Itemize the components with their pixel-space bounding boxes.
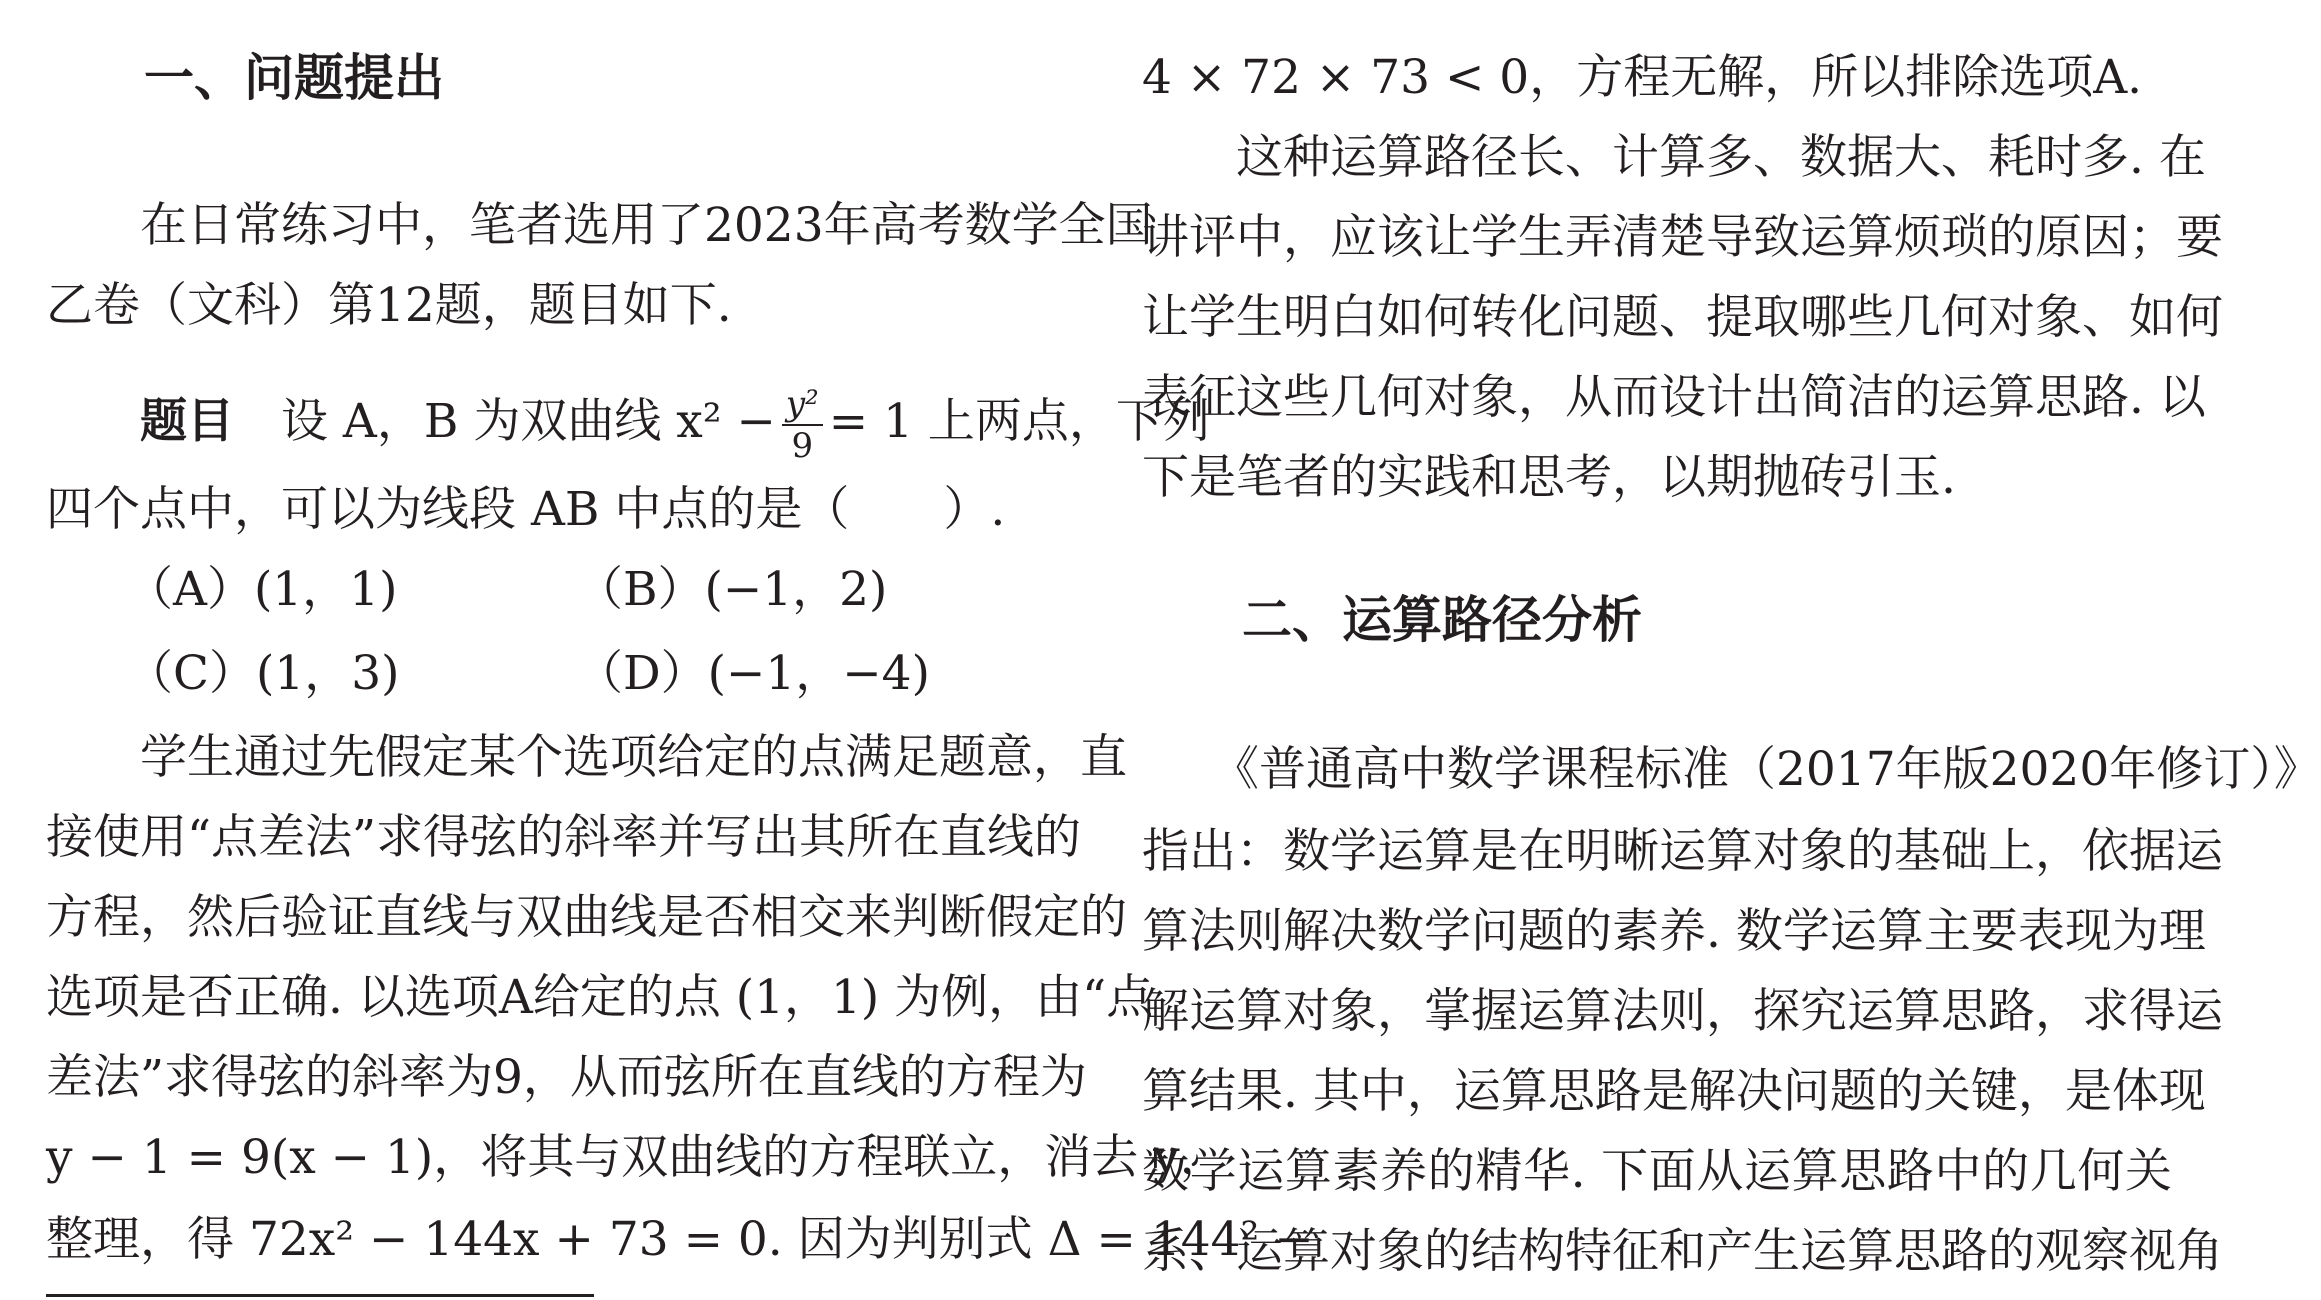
option-b: （B）(−1，2) [576, 562, 888, 617]
fraction-numerator: y² [782, 384, 823, 426]
right-line-2: 这种运算路径长、计算多、数据大、耗时多. 在 [1236, 130, 2206, 185]
problem-fraction [782, 384, 823, 466]
right-body-line-7: 系、运算对象的结构特征和产生运算思路的观察视角 [1142, 1224, 2223, 1279]
section-heading-1: 一、问题提出 [144, 49, 444, 107]
right-body-line-5: 算结果. 其中，运算思路是解决问题的关键，是体现 [1142, 1064, 2206, 1119]
options-row-2 [46, 634, 1076, 714]
options-row-1 [46, 550, 1076, 630]
right-body-line-4: 解运算对象，掌握运算法则，探究运算思路，求得运 [1142, 984, 2223, 1039]
right-line-4: 让学生明白如何转化问题、提取哪些几何对象、如何 [1142, 290, 2223, 345]
right-line-6: 下是笔者的实践和思考，以期抛砖引玉. [1142, 450, 1956, 505]
right-body-line-1: 《普通高中数学课程标准（2017年版2020年修订）》 [1212, 742, 2321, 797]
problem-line-2: 四个点中，可以为线段 AB 中点的是（ ）. [46, 482, 1006, 537]
body-line-4: 选项是否正确. 以选项A给定的点 (1，1) 为例，由“点 [46, 970, 1154, 1025]
fraction-denominator: 9 [791, 426, 814, 466]
intro-line-2: 乙卷（文科）第12题，题目如下. [46, 278, 732, 333]
body-line-5: 差法”求得弦的斜率为9，从而弦所在直线的方程为 [46, 1050, 1087, 1105]
right-line-3: 讲评中，应该让学生弄清楚导致运算烦琐的原因；要 [1142, 210, 2223, 265]
option-c: （C）(1，3) [126, 646, 400, 701]
problem-line-1 [46, 372, 1210, 472]
right-line-1: 4 × 72 × 73 < 0，方程无解，所以排除选项A. [1142, 50, 2143, 105]
right-body-line-2: 指出：数学运算是在明晰运算对象的基础上，依据运 [1142, 824, 2223, 879]
right-body-line-6: 数学运算素养的精华. 下面从运算思路中的几何关 [1142, 1144, 2172, 1199]
body-line-6: y − 1 = 9(x − 1)，将其与双曲线的方程联立，消去 y， [46, 1130, 1227, 1185]
intro-line-1: 在日常练习中，笔者选用了2023年高考数学全国 [140, 198, 1153, 253]
body-line-7: 整理，得 72x² − 144x + 73 = 0. 因为判别式 Δ = 144² − [46, 1212, 1314, 1267]
footnote-rule [46, 1294, 594, 1297]
right-body-line-3: 算法则解决数学问题的素养. 数学运算主要表现为理 [1142, 904, 2206, 959]
section-heading-2: 二、运算路径分析 [1242, 591, 1642, 649]
body-line-3: 方程，然后验证直线与双曲线是否相交来判断假定的 [46, 890, 1127, 945]
option-a: （A）(1，1) [126, 562, 398, 617]
body-line-1: 学生通过先假定某个选项给定的点满足题意，直 [140, 730, 1127, 785]
option-d: （D）(−1，−4) [576, 646, 930, 701]
problem-text-post: = 1 上两点，下列 [828, 394, 1210, 449]
body-line-2: 接使用“点差法”求得弦的斜率并写出其所在直线的 [46, 810, 1082, 865]
problem-text-pre: 设 A，B 为双曲线 x² − [280, 394, 776, 449]
problem-label: 题目 [140, 394, 234, 449]
right-line-5: 表征这些几何对象，从而设计出简洁的运算思路. 以 [1142, 370, 2206, 425]
